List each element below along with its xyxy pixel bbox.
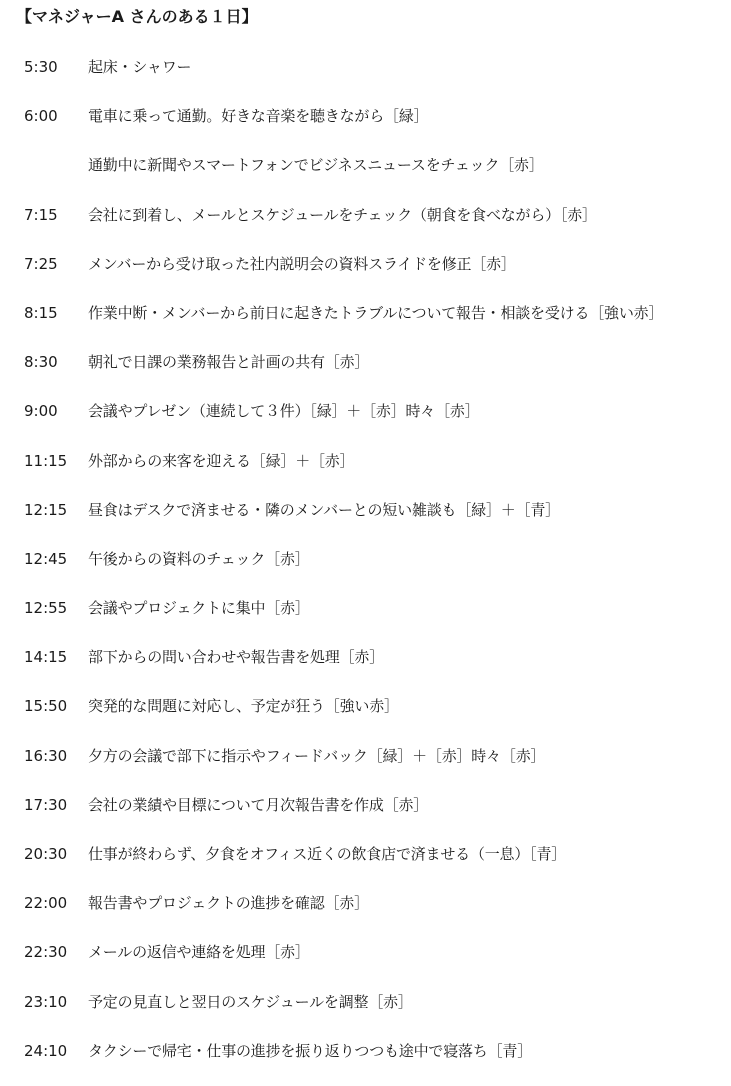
schedule-row: [0, 53, 731, 102]
schedule-description: 会議やプロジェクトに集中［赤］: [88, 599, 310, 618]
schedule-description: 予定の見直しと翌日のスケジュールを調整［赤］: [88, 992, 413, 1011]
schedule-description: メールの返信や連絡を処理［赤］: [88, 943, 310, 962]
schedule-description: 昼食はデスクで済ませる・隣のメンバーとの短い雑談も［緑］＋［青］: [88, 500, 560, 519]
schedule-time: 17:30: [24, 795, 68, 814]
schedule-description: タクシーで帰宅・仕事の進捗を振り返りつつも途中で寝落ち［青］: [88, 1041, 533, 1060]
schedule-description: 電車に乗って通勤。好きな音楽を聴きながら［緑］: [88, 107, 429, 126]
schedule-description: 朝礼で日課の業務報告と計画の共有［赤］: [88, 353, 370, 372]
schedule-time: 22:00: [24, 894, 68, 913]
schedule-row: [0, 791, 731, 840]
schedule-row: [0, 299, 731, 348]
schedule-time: 14:15: [24, 648, 68, 667]
schedule-time: 12:55: [24, 599, 68, 618]
schedule-row: [0, 201, 731, 250]
schedule-description: 突発的な問題に対応し、予定が狂う［強い赤］: [88, 697, 399, 716]
schedule-time: 5:30: [24, 58, 58, 76]
schedule-time: 11:15: [24, 451, 68, 470]
schedule-time: 12:15: [24, 500, 68, 519]
schedule-description: 仕事が終わらず、夕食をオフィス近くの飲食店で済ませる（一息）［青］: [88, 845, 567, 863]
schedule-description: 午後からの資料のチェック［赤］: [88, 549, 310, 568]
schedule-description: メンバーから受け取った社内説明会の資料スライドを修正［赤］: [88, 254, 516, 273]
schedule-row: [0, 742, 731, 791]
schedule-row: [0, 447, 731, 496]
schedule-time: 23:10: [24, 992, 68, 1011]
document-title: 【マネジャーA さんのある１日】: [16, 7, 258, 26]
schedule-description: 作業中断・メンバーから前日に起きたトラブルについて報告・相談を受ける［強い赤］: [88, 303, 664, 322]
schedule-row: [0, 692, 731, 741]
schedule-description: 通勤中に新聞やスマートフォンでビジネスニュースをチェック［赤］: [88, 156, 544, 175]
schedule-time: 7:25: [24, 254, 58, 273]
schedule-row: [0, 594, 731, 643]
schedule-description: 会社の業績や目標について月次報告書を作成［赤］: [88, 795, 429, 814]
schedule-row: [0, 1037, 731, 1086]
schedule-row: [0, 938, 731, 987]
schedule-row: [0, 151, 731, 200]
schedule-time: 9:00: [24, 402, 58, 421]
schedule-time: 7:15: [24, 205, 58, 224]
schedule-description: 会社に到着し、メールとスケジュールをチェック（朝食を食べながら）［赤］: [88, 205, 597, 224]
schedule-time: 8:30: [24, 353, 58, 372]
schedule-description: 部下からの問い合わせや報告書を処理［赤］: [88, 648, 385, 667]
schedule-row: [0, 250, 731, 299]
schedule-description: 外部からの来客を迎える［緑］＋［赤］: [88, 451, 355, 470]
schedule-time: 24:10: [24, 1041, 68, 1060]
schedule-time: 20:30: [24, 845, 68, 863]
schedule-list: [0, 53, 731, 1086]
schedule-time: 12:45: [24, 549, 68, 568]
schedule-description: 会議やプレゼン（連続して３件）［緑］＋［赤］時々［赤］: [88, 402, 480, 421]
schedule-time: 15:50: [24, 697, 68, 716]
schedule-row: [0, 348, 731, 397]
schedule-row: [0, 988, 731, 1037]
schedule-description: 報告書やプロジェクトの進捗を確認［赤］: [88, 894, 369, 913]
schedule-row: [0, 643, 731, 692]
schedule-row: [0, 889, 731, 938]
schedule-row: [0, 102, 731, 151]
schedule-time: 8:15: [24, 303, 58, 322]
schedule-row: [0, 840, 731, 889]
schedule-time: 22:30: [24, 943, 68, 962]
schedule-row: [0, 545, 731, 594]
schedule-row: [0, 397, 731, 446]
schedule-row: [0, 496, 731, 545]
schedule-time: 16:30: [24, 746, 68, 765]
schedule-description: 夕方の会議で部下に指示やフィードバック［緑］＋［赤］時々［赤］: [88, 746, 546, 765]
schedule-description: 起床・シャワー: [88, 58, 192, 76]
schedule-time: 6:00: [24, 107, 58, 126]
